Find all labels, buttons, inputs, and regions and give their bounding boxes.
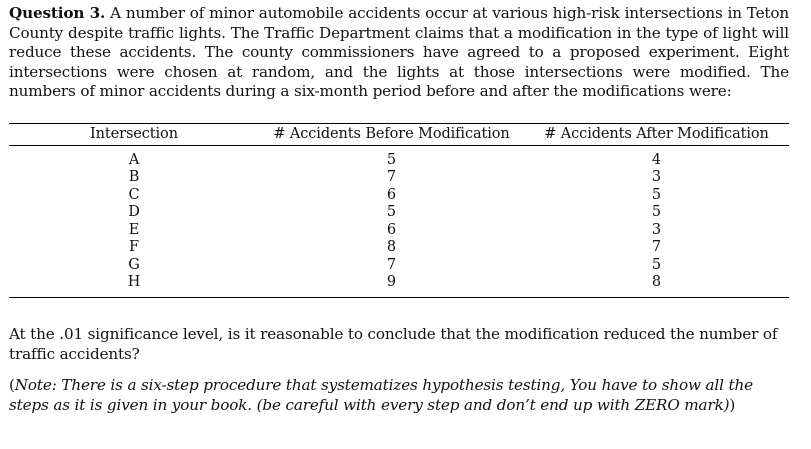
- cell-after: 8: [524, 274, 789, 297]
- cell-before: 6: [386, 221, 397, 238]
- cell-after: 5: [651, 186, 662, 203]
- cell-intersection: E: [128, 221, 140, 238]
- note-text: Note: There is a six-step procedure that systematizes hypothesis testing, You have to show all the steps as it is given in your book. (be careful with every step and don’t end up with ZERO mark): [9, 376, 753, 414]
- cell-intersection: G: [128, 256, 140, 273]
- table-row: [9, 257, 789, 275]
- question-paragraph: [9, 4, 789, 102]
- cell-intersection: C: [128, 186, 140, 203]
- table-row: [9, 169, 789, 187]
- note-open-paren: (: [9, 376, 15, 395]
- cell-after: 4: [651, 151, 662, 168]
- table-row: [9, 145, 789, 169]
- table-row: [9, 274, 789, 297]
- cell-after: 3: [651, 169, 662, 186]
- cell-before: 6: [386, 186, 397, 203]
- header-before: # Accidents Before Modification: [259, 123, 524, 145]
- header-intersection: Intersection: [9, 123, 259, 145]
- cell-before: 9: [259, 274, 524, 297]
- cell-after: 5: [651, 204, 662, 221]
- question-label: Question 3.: [9, 4, 106, 22]
- cell-after: 3: [651, 221, 662, 238]
- cell-before: 7: [386, 256, 397, 273]
- accidents-table: [9, 123, 789, 298]
- cell-after: 5: [651, 256, 662, 273]
- header-after: # Accidents After Modification: [524, 123, 789, 145]
- cell-before: 5: [386, 151, 397, 168]
- question-text: A number of minor automobile accidents occur at various high-risk intersections in Teton County despite traffic lights. The Traffic Department claims that a modification in the type of light will reduce these accidents. The county commissioners have agreed to a proposed experiment. Eight intersections were chosen at random, and the lights at those intersections were modified. The numbers of minor accidents during a six-month period before and after the modifications were:: [9, 4, 789, 101]
- accidents-table-wrapper: [9, 123, 789, 298]
- table-row: [9, 222, 789, 240]
- table-row: [9, 239, 789, 257]
- cell-before: 8: [386, 239, 397, 256]
- cell-intersection: B: [128, 169, 140, 186]
- significance-prompt: At the .01 significance level, is it reasonable to conclude that the modification reduced the number of traffic accidents?: [9, 324, 778, 363]
- cell-intersection: D: [128, 204, 140, 221]
- cell-intersection: H: [9, 274, 259, 297]
- table-row: [9, 204, 789, 222]
- table-header-row: [9, 123, 789, 145]
- cell-intersection: A: [128, 151, 140, 168]
- cell-before: 5: [386, 204, 397, 221]
- note-close-paren: ): [729, 395, 736, 414]
- cell-after: 7: [651, 239, 662, 256]
- table-row: [9, 187, 789, 205]
- instructions-note: [9, 376, 789, 415]
- cell-before: 7: [386, 169, 397, 186]
- cell-intersection: F: [129, 239, 139, 256]
